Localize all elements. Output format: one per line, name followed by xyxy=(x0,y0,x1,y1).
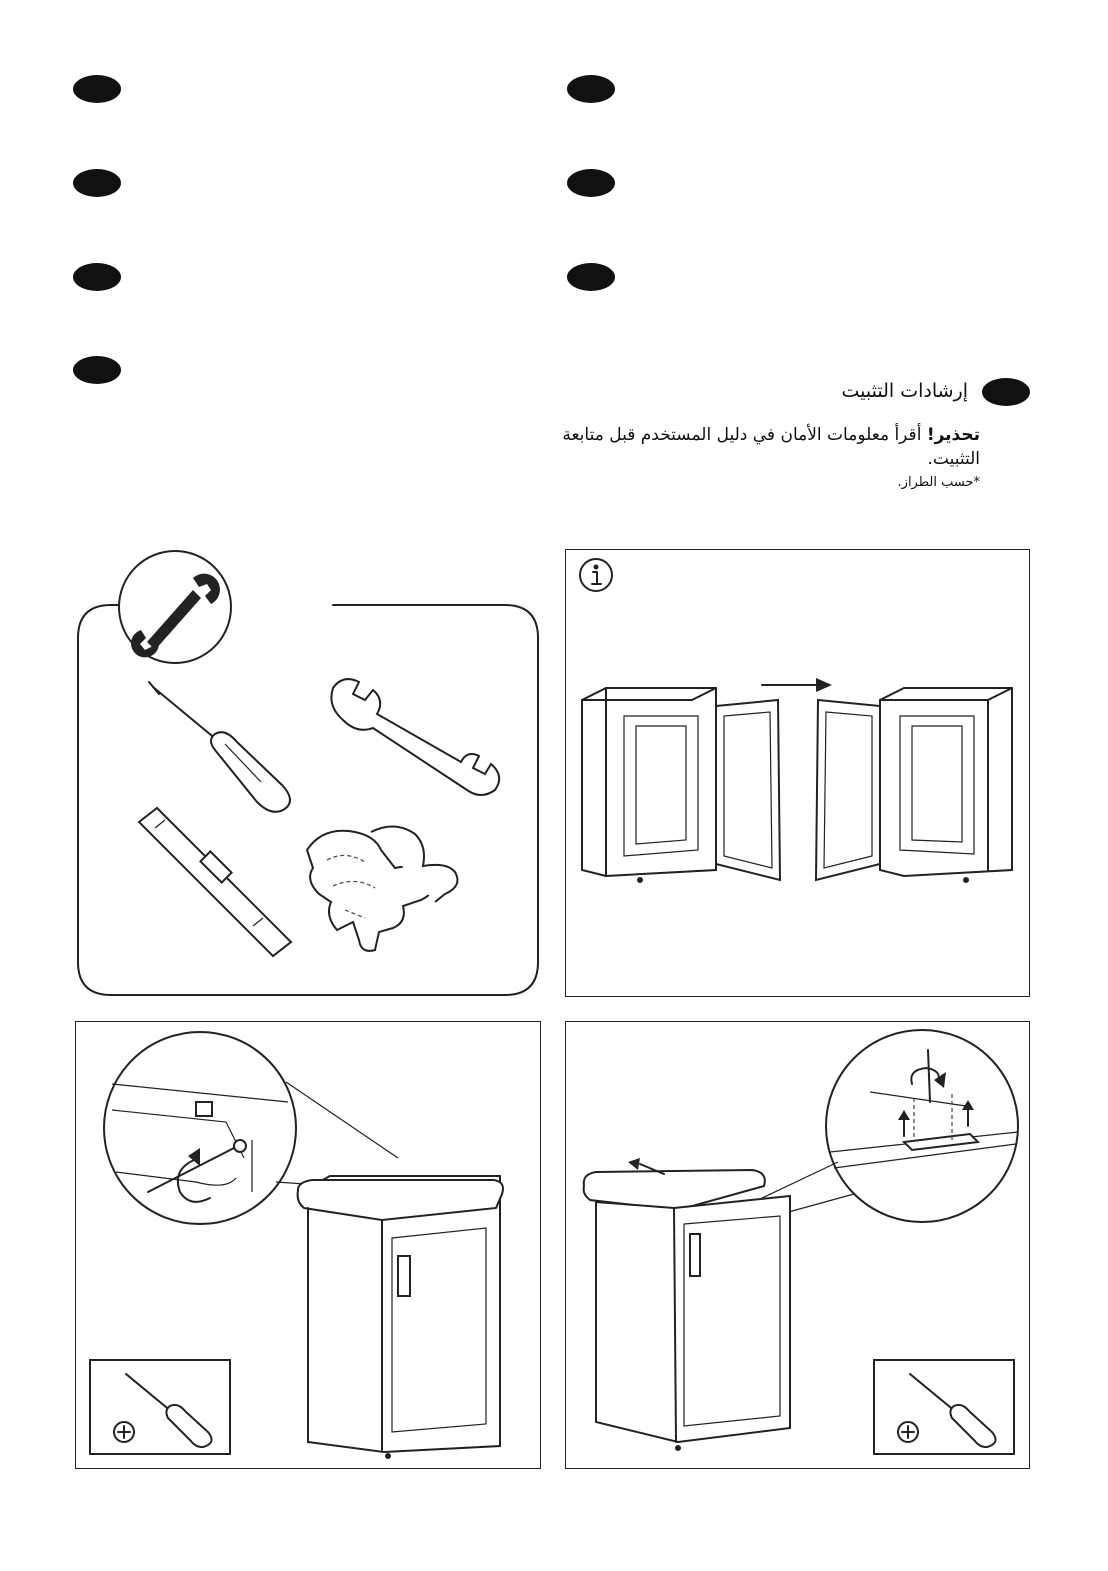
screwdriver-tool-box xyxy=(90,1360,230,1454)
warning-body: أقرأ معلومات الأمان في دليل المستخدم قبل متابعة التثبيت. xyxy=(562,425,980,469)
arrow-right-icon xyxy=(762,678,832,692)
language-badge-arabic xyxy=(982,378,1030,406)
fridge-top-removed xyxy=(584,1158,790,1451)
fridge-door-left xyxy=(582,688,780,883)
language-badge xyxy=(567,169,615,197)
language-badge xyxy=(73,356,121,384)
tools-panel xyxy=(75,550,541,1000)
model-note: *حسب الطراز. xyxy=(897,475,980,490)
phillips-screwdriver-icon xyxy=(898,1422,918,1442)
door-reversal-panel xyxy=(565,549,1030,997)
language-badge xyxy=(73,75,121,103)
detail-magnifier xyxy=(758,1030,1018,1222)
section-title: إرشادات التثبيت xyxy=(841,380,968,402)
info-icon xyxy=(580,559,612,591)
remove-screw-panel xyxy=(75,1021,541,1469)
language-badge xyxy=(73,263,121,291)
language-badge xyxy=(567,263,615,291)
gloves-illustration xyxy=(307,826,457,950)
language-badge xyxy=(73,169,121,197)
fridge-closed xyxy=(298,1176,503,1459)
remove-top-panel xyxy=(565,1021,1030,1469)
wrench-icon xyxy=(119,551,231,663)
screwdriver-tool-box xyxy=(874,1360,1014,1454)
language-badge xyxy=(567,75,615,103)
warning-label: تحذير! xyxy=(926,425,980,445)
fridge-door-right xyxy=(816,688,1012,883)
warning-text xyxy=(560,423,980,471)
open-end-wrench-illustration xyxy=(331,679,499,795)
phillips-screwdriver-icon xyxy=(114,1422,134,1442)
spirit-level-illustration xyxy=(139,808,291,956)
screwdriver-illustration xyxy=(149,682,290,812)
